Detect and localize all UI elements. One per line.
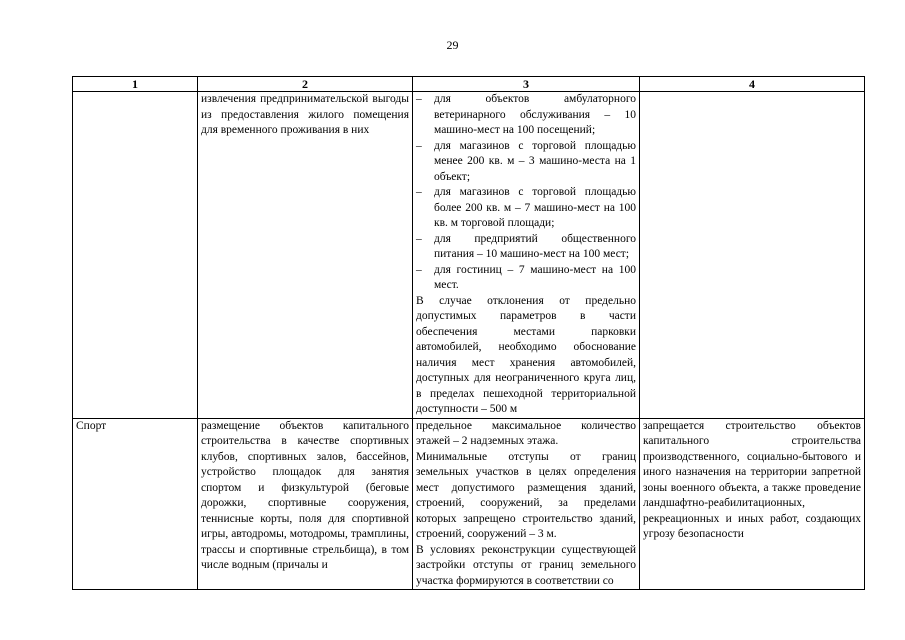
page-number: 29 [446,38,459,52]
table-row [73,418,865,590]
regulations-table [72,76,865,590]
table-row [73,92,865,419]
row1-col3 [413,92,640,419]
header-col-3: 3 [413,77,640,92]
row1-col2: извлечения предпринимательской выгоды из предоставления жилого помещения для временного проживания в них [198,92,413,419]
row2-col4: запрещается строительство объектов капитального строительства производственного, социально-бытового и иного назначения на территории запретной зоны военного объекта, а также проведение ландшафтно-реабилитационных, рекреационных и иных работ, создающих угрозу безопасности [640,418,865,590]
list-item: – для объектов амбулаторного ветеринарного обслуживания – 10 машино-мест на 100 посещений; [416,93,636,136]
header-col-2: 2 [198,77,413,92]
header-row [73,77,865,92]
row1-col4 [640,92,865,419]
list-item: – для предприятий общественного питания – 10 машино-мест на 100 мест; [416,232,636,260]
list-item: – для гостиниц – 7 машино-мест на 100 мест. [416,263,636,291]
header-col-4: 4 [640,77,865,92]
row2-col1: Спорт [73,418,198,590]
row2-col2: размещение объектов капитального строительства в качестве спортивных клубов, спортивных залов, бассейнов, устройство площадок для занятия спортом и физкультурой (беговые дорожки, спортивные сооружения, теннисные корты, поля для спортивной игры, автодромы, мотодромы, трамплины, трассы и спортивные стрельбища), в том числе водным (причалы и [198,418,413,590]
min-setbacks-paragraph: Минимальные отступы от границ земельных участков в целях определения мест допустимого размещения зданий, строений, сооружений, за пределами которых запрещено строительство зданий, строений, сооружений – 3 м. [416,450,636,540]
list-item: – для магазинов с торговой площадью более 200 кв. м – 7 машино-мест на 100 кв. м торговой площади; [416,186,636,229]
row2-col3 [413,418,640,590]
row1-col1 [73,92,198,419]
reconstruction-paragraph: В условиях реконструкции существующей застройки отступы от границ земельного участка формируются в соответствии со [416,543,636,587]
max-floors-paragraph: предельное максимальное количество этажей – 2 надземных этажа. [416,419,636,447]
header-col-1: 1 [73,77,198,92]
list-item: – для магазинов с торговой площадью менее 200 кв. м – 3 машино-места на 1 объект; [416,139,636,183]
parking-deviation-paragraph: В случае отклонения от предельно допустимых параметров в части обеспечения местами парковки автомобилей, необходимо обоснование наличия мест хранения автомобилей, доступных для неограниченного круга лиц, в пределах пешеходной территориальной доступности – 500 м [416,294,636,415]
